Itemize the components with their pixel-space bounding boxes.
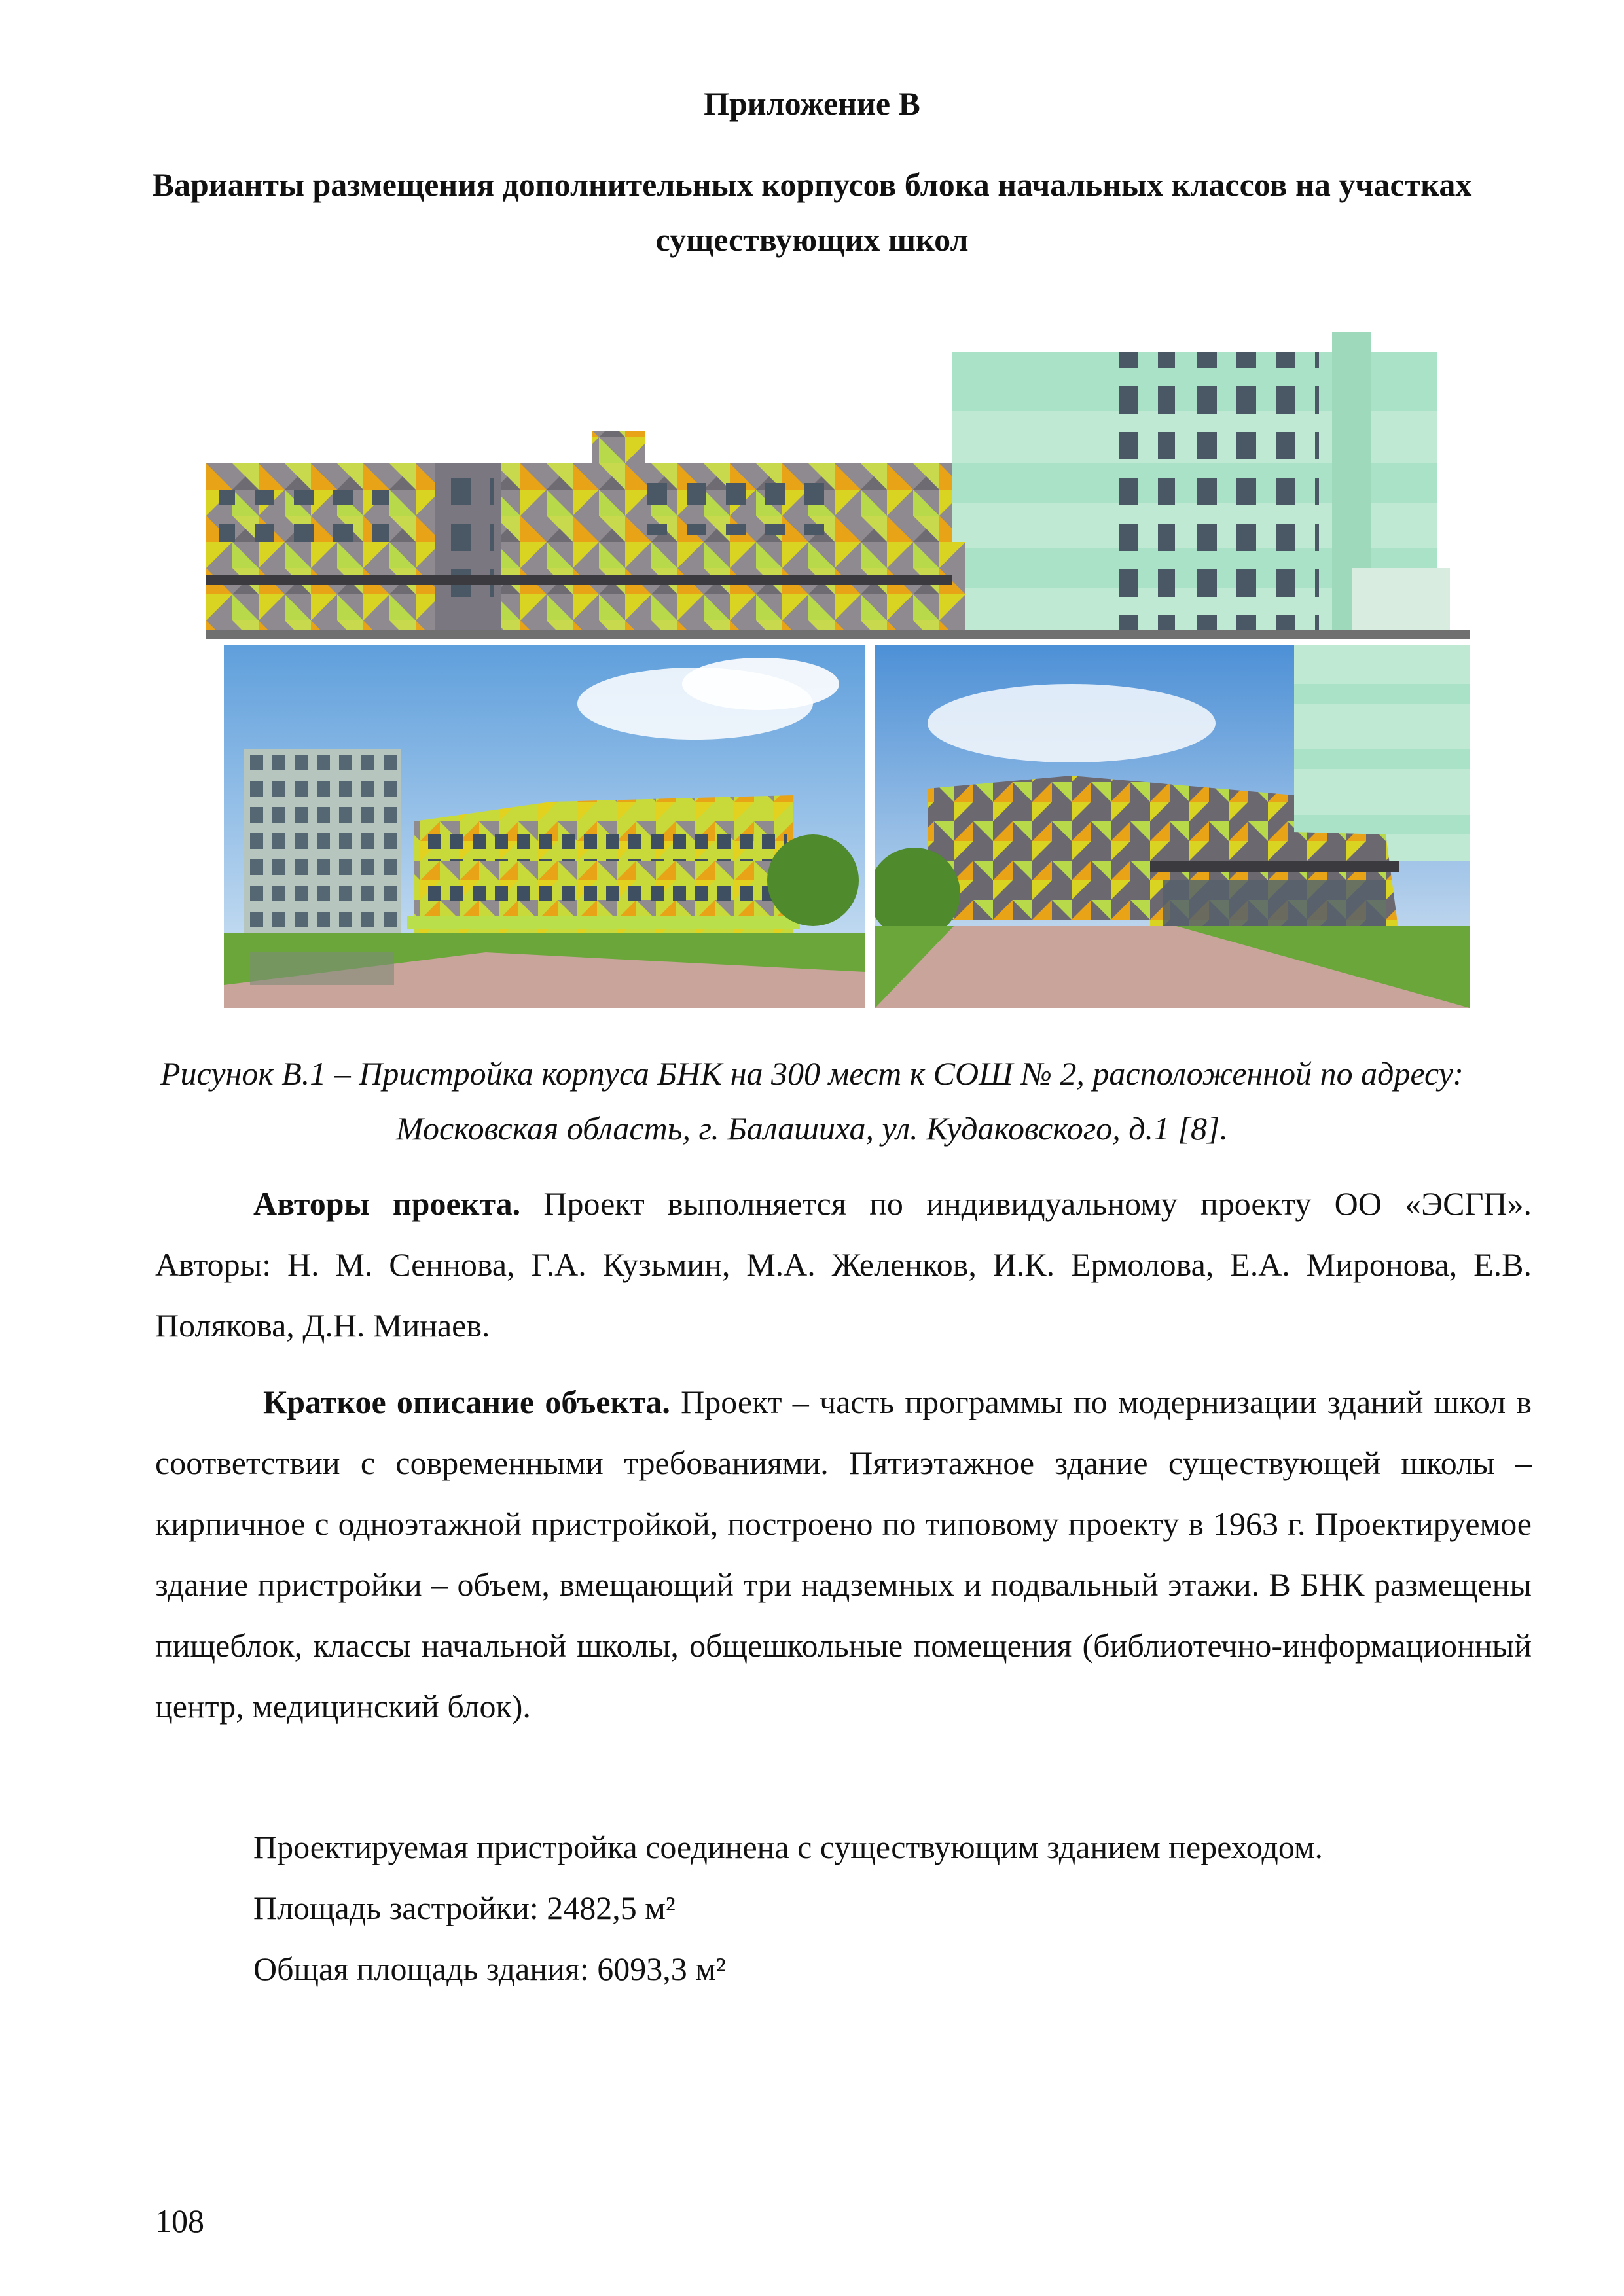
perspective-render-right-image <box>875 645 1470 1008</box>
description-label: Краткое описание объекта. <box>263 1384 670 1420</box>
paragraph-authors <box>155 1174 1532 1356</box>
facade-elevation-image <box>206 332 1470 639</box>
figure-caption: Рисунок В.1 – Пристройка корпуса БНК на 300 мест к СОШ № 2, расположенной по адресу: Московская область, г. Балашиха, ул. Кудаковского, д.1 [8]. <box>160 1055 1464 1147</box>
paragraph-connection: Проектируемая пристройка соединена с существующим зданием переходом. <box>253 1829 1324 1865</box>
paragraph-description <box>155 1372 1532 1737</box>
section-title: Варианты размещения дополнительных корпусов блока начальных классов на участках существующих школ <box>152 166 1472 258</box>
authors-text: Проект выполняется по индивидуальному проекту ОО «ЭСГП». Авторы: Н. М. Сеннова, Г.А. Кузьмин, М.А. Желенков, И.К. Ермолова, Е.А. Миронова, Е.В. Полякова, Д.Н. Минаев. <box>155 1185 1532 1344</box>
page-number: 108 <box>155 2202 204 2239</box>
perspective-render-left-image <box>224 645 865 1008</box>
total-area-line: Общая площадь здания: 6093,3 м² <box>253 1950 726 1987</box>
description-text: Проект – часть программы по модернизации зданий школ в соответствии с современными требованиями. Пятиэтажное здание существующей школы – кирпичное с одноэтажной пристройкой, построено по типовому проекту в 1963 г. Проектируемое здание пристройки – объем, вмещающий три надземных и подвальный этажи. В БНК размещены пищеблок, классы начальной школы, общешкольные помещения (библиотечно-информационный центр, медицинский блок). <box>155 1384 1532 1725</box>
appendix-title: Приложение В <box>704 85 920 122</box>
building-area-line: Площадь застройки: 2482,5 м² <box>253 1890 676 1926</box>
authors-label: Авторы проекта. <box>253 1185 521 1222</box>
